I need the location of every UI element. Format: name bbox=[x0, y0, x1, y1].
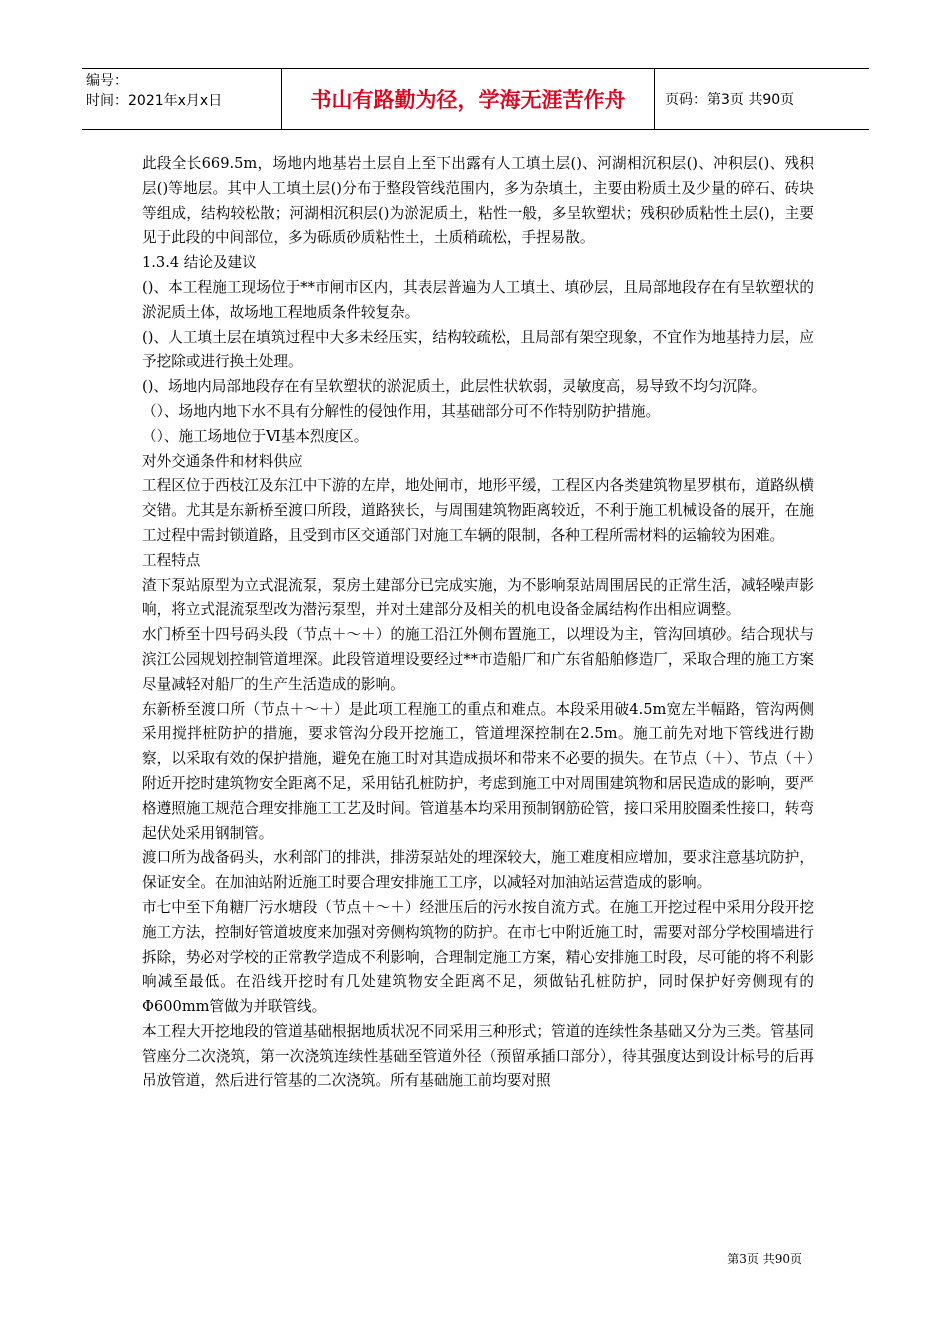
body-paragraph: 渣下泵站原型为立式混流泵，泵房土建部分已完成实施，为不影响泵站周围居民的正常生活，减轻噪声影响，将立式混流泵型改为潜污泵型，并对土建部分及相关的机电设备金属结构作出相应调整。 bbox=[142, 576, 814, 619]
body-paragraph: （）、施工场地位于Ⅵ基本烈度区。 bbox=[142, 427, 369, 445]
header-motto: 书山有路勤为径，学海无涯苦作舟 bbox=[282, 69, 655, 129]
section-heading: 工程特点 bbox=[142, 551, 201, 569]
document-header bbox=[82, 68, 869, 130]
document-time-label: 时间：2021年x月x日 bbox=[86, 93, 223, 109]
body-paragraph: 本工程大开挖地段的管道基础根据地质状况不同采用三种形式；管道的连续性条基础又分为三类。管基同管座分二次浇筑，第一次浇筑连续性基础至管道外径（预留承插口部分），待其强度达到设计标号的后再吊放管道，然后进行管基的二次浇筑。所有基础施工前均要对照 bbox=[142, 1022, 814, 1090]
body-paragraph: 工程区位于西枝江及东江中下游的左岸，地处闸市，地形平缓，工程区内各类建筑物星罗棋布，道路纵横交错。尤其是东新桥至渡口所段，道路狭长，与周围建筑物距离较近，不利于施工机械设备的展开，在施工过程中需封锁道路，且受到市区交通部门对施工车辆的限制，各种工程所需材料的运输较为困难。 bbox=[142, 477, 814, 544]
body-paragraph: （）、场地内地下水不具有分解性的侵蚀作用，其基础部分可不作特别防护措施。 bbox=[142, 402, 661, 420]
document-body bbox=[142, 152, 814, 1094]
body-paragraph: 水门桥至十四号码头段（节点＋～＋）的施工沿江外侧布置施工，以埋设为主，管沟回填砂。结合现状与滨江公园规划控制管道埋深。此段管道埋设要经过**市造船厂和广东省船舶修造厂，采取合理的施工方案尽量减轻对船厂的生产生活造成的影响。 bbox=[142, 626, 814, 693]
page-footer: 第3页 共90页 bbox=[727, 1252, 802, 1266]
body-paragraph: ()、人工填土层在填筑过程中大多未经压实，结构较疏松，且局部有架空现象，不宜作为地基持力层，应予挖除或进行换土处理。 bbox=[142, 328, 814, 371]
header-page-number: 页码：第3页 共90页 bbox=[665, 92, 795, 108]
body-paragraph: 此段全长669.5m，场地内地基岩土层自上至下出露有人工填土层()、河湖相沉积层()、冲积层()、残积层()等地层。其中人工填土层()分布于整段管线范围内，多为杂填土，主要由粉质土及少量的碎石、砖块等组成，结构较松散；河湖相沉积层()为淤泥质土，粘性一般，多呈软塑状；残积砂质粘性土层()，主要见于此段的中间部位，多为砾质砂质粘性土，土质稍疏松，手捏易散。 bbox=[142, 155, 814, 247]
body-paragraph: ()、场地内局部地段存在有呈软塑状的淤泥质土，此层性状软弱，灵敏度高，易导致不均匀沉降。 bbox=[142, 378, 767, 396]
body-paragraph: ()、本工程施工现场位于**市闸市区内，其表层普遍为人工填土、填砂层，且局部地段存在有呈软塑状的淤泥质土体，故场地工程地质条件较复杂。 bbox=[142, 278, 814, 321]
body-paragraph: 东新桥至渡口所（节点＋～＋）是此项工程施工的重点和难点。本段采用破4.5m宽左半幅路，管沟两侧采用搅拌桩防护的措施，要求管沟分段开挖施工，管道埋深控制在2.5m。施工前先对地下管线进行勘察，以采取有效的保护措施，避免在施工时对其造成损坏和带来不必要的损失。在节点（＋）、节点（＋）附近开挖时建筑物安全距离不足，采用钻孔桩防护，考虑到施工中对周围建筑物和居民造成的影响，要严格遵照施工规范合理安排施工工艺及时间。管道基本均采用预制钢筋砼管，接口采用胶圈柔性接口，转弯起伏处采用钢制管。 bbox=[142, 700, 814, 842]
document-number-label: 编号： bbox=[86, 73, 128, 89]
header-meta bbox=[82, 69, 282, 129]
section-heading: 1.3.4 结论及建议 bbox=[142, 254, 257, 272]
section-heading: 对外交通条件和材料供应 bbox=[142, 452, 303, 470]
body-paragraph: 市七中至下角糖厂污水塘段（节点＋～＋）经泄压后的污水按自流方式。在施工开挖过程中采用分段开挖施工方法，控制好管道坡度来加强对旁侧构筑物的防护。在市七中附近施工时，需要对部分学校围墙进行拆除，势必对学校的正常教学造成不利影响，合理制定施工方案，精心安排施工时段，尽可能的将不利影响减至最低。在沿线开挖时有几处建筑物安全距离不足，须做钻孔桩防护，同时保护好旁侧现有的Φ600mm管做为并联管线。 bbox=[142, 898, 814, 1016]
body-paragraph: 渡口所为战备码头，水利部门的排洪，排涝泵站处的埋深较大，施工难度相应增加，要求注意基坑防护，保证安全。在加油站附近施工时要合理安排施工工序，以减轻对加油站运营造成的影响。 bbox=[142, 849, 814, 892]
